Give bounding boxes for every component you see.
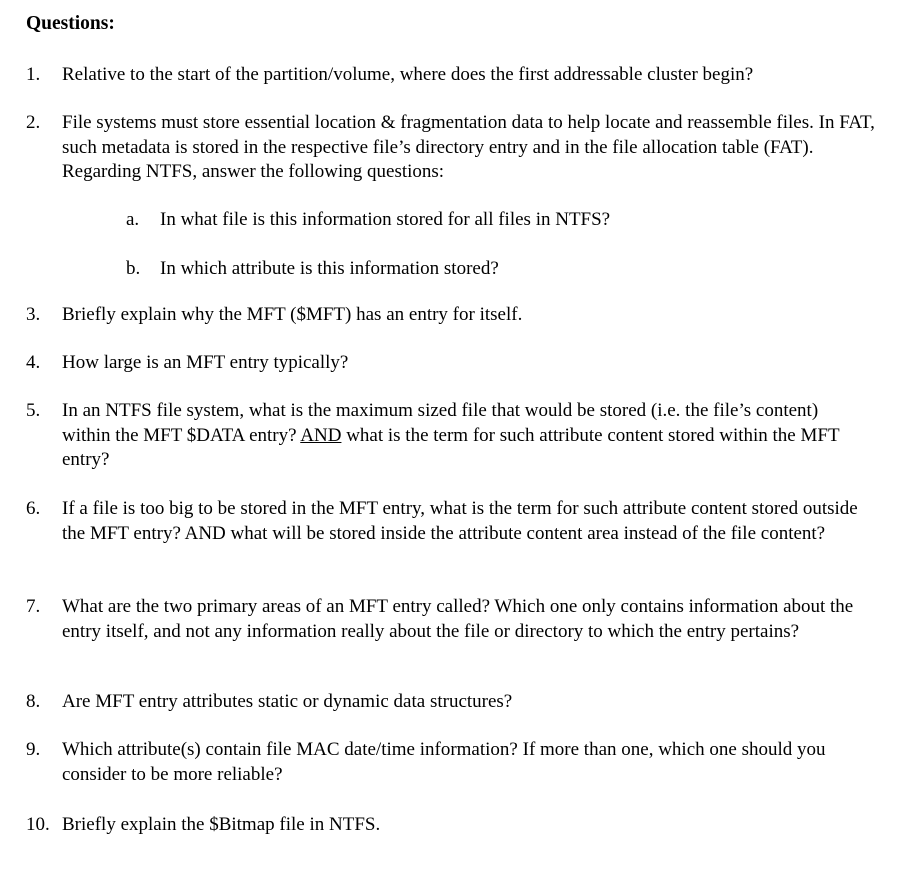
question-text: What are the two primary areas of an MFT entry called? Which one only contains information about the entry itself, and not any information really about the file or directory to which the entry pertains? [62,596,854,642]
question-number: 1. [26,64,41,85]
question-text [62,399,846,473]
question-text: Briefly explain why the MFT ($MFT) has an entry for itself. [62,304,523,325]
question-1 [26,63,896,88]
sub-question-letter: b. [126,258,141,279]
questions-heading: Questions: [26,13,115,34]
question-number: 10. [26,814,50,835]
question-number: 9. [26,739,41,760]
question-text-part: In an NTFS file system, what is the maximum sized file that would be stored (i.e. the file’s content) within the MFT $DATA entry? [62,400,819,446]
question-number: 4. [26,352,41,373]
sub-question-letter: a. [126,209,140,230]
question-number: 2. [26,112,41,133]
question-5 [26,399,846,473]
question-9 [26,738,858,787]
question-text: How large is an MFT entry typically? [62,352,349,373]
question-2 [26,111,888,185]
emphasis-underline: AND [300,424,342,446]
question-number: 7. [26,596,41,617]
sub-question-text: In what file is this information stored for all files in NTFS? [160,209,611,230]
question-2a [126,208,886,233]
question-text: Which attribute(s) contain file MAC date/time information? If more than one, which one should you consider to be more reliable? [62,739,826,785]
question-7 [26,595,892,644]
question-number: 5. [26,400,41,421]
question-number: 8. [26,691,41,712]
question-text: If a file is too big to be stored in the MFT entry, what is the term for such attribute content stored outside the MFT entry? AND what will be stored inside the attribute content area instead of the file content? [62,498,858,544]
question-2b [126,257,886,282]
question-text: Briefly explain the $Bitmap file in NTFS. [62,814,381,835]
question-text: Are MFT entry attributes static or dynamic data structures? [62,691,513,712]
question-text: File systems must store essential location & fragmentation data to help locate and reassemble files. In FAT, such metadata is stored in the respective file’s directory entry and in the file allocation table (FAT). Regarding NTFS, answer the following questions: [62,112,875,182]
question-4 [26,351,896,376]
question-text: Relative to the start of the partition/volume, where does the first addressable cluster begin? [62,64,754,85]
question-number: 6. [26,498,41,519]
question-3 [26,303,896,328]
question-number: 3. [26,304,41,325]
sub-question-text: In which attribute is this information stored? [160,258,499,279]
question-text-part: what is the term for such attribute content stored within the MFT entry? [62,424,840,470]
question-6 [26,497,868,546]
question-8 [26,690,896,715]
question-10 [26,813,896,838]
